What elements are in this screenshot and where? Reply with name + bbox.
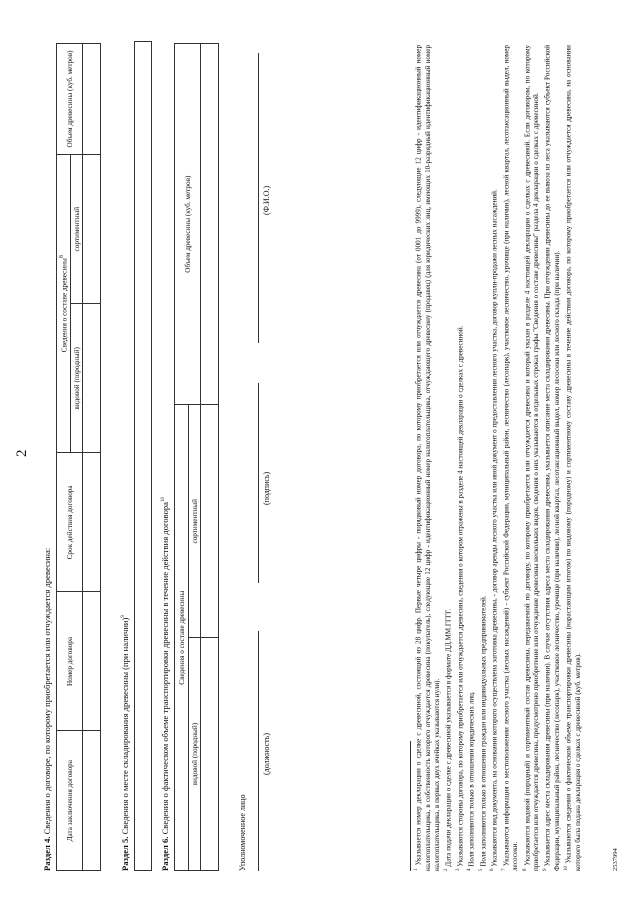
signature-caption: (подпись) [262, 471, 271, 505]
footnote-text: Указываются информация о местоположении лесного участка (лесных насаждений) - субъект Российской Федерации, муниципальный район, лесничество (лесопарк), участковое лесничество, урочище (при наличии), лесной квартал, лесотаксационный выдел, номер лесосеки. [502, 45, 520, 871]
section4-title-rest: Сведения о договоре, по которому приобретается или отчуждается древесина: [42, 547, 52, 835]
footnote-item [412, 45, 442, 871]
footnote-number: 2 [443, 868, 449, 871]
footnote-text: Указываются стороны договора, по которому приобретается или отчуждается древесина, сведения о котором отражены в разделе 4 настоящей декларации о сделках с древесиной. [455, 325, 464, 867]
section6-title-rest: Сведения о фактическом объеме транспортировки древесины в течение действия договора [160, 502, 170, 835]
section6-title: Раздел 6. [160, 836, 170, 871]
section5-title-rest: Сведения о месте складирования древесины (при наличии) [120, 617, 130, 835]
s4-col-date: Дата заключения договора [57, 731, 83, 871]
footnote-text: Указывается номер декларации о сделке с древесиной, состоящий из 28 цифр. Первые четыре цифры - порядковый номер договора, по которому приобретается или отчуждается древесина (от 0001 до 9999), следующие 12 цифр - идентификационный номер налогоплательщика, в собственность которого отчуждается древесина (покупатель), следующие 12 цифр - идентификационный номер налогоплательщика, отчуждающего древесину (продавец) (для юридических лиц, имеющих 10-разрядный идентификационный номер налогоплательщика, в первых двух ячейках указываются нули). [414, 45, 441, 871]
s6-col-species: видовой (породный) [189, 638, 201, 871]
s4-cell-date[interactable] [83, 731, 101, 871]
footnote-text: Указываются вид документа, на основании которого осуществлена заготовка древесины, - договор аренды лесного участка или иной документ о предоставлении лесного участка, договор купли-продажи лесных насаждений. [490, 189, 499, 867]
s6-col-assortment: сортиментный [189, 405, 201, 638]
s4-col-assortment: сортиментный [71, 154, 83, 303]
footnotes [412, 45, 583, 871]
footnote-item [488, 45, 500, 871]
s4-col-composition-text: Сведения о составе древесины [60, 258, 69, 353]
footnote-number: 4 [467, 868, 473, 871]
s4-col-volume: Объем древесины (куб. метров) [57, 44, 83, 155]
section4-title: Раздел 4. [42, 836, 52, 871]
s4-cell-term[interactable] [83, 453, 101, 592]
s4-cell-species[interactable] [83, 304, 101, 453]
s6-cell-species[interactable] [201, 638, 219, 871]
footnote-item [562, 45, 583, 871]
footnote-text: Поля заполняются только в отношении юридических лиц. [467, 691, 476, 867]
document-code: 2537994 [612, 848, 619, 871]
section6-heading [160, 497, 170, 871]
s6-col-composition: Сведения о составе древесины [175, 405, 189, 871]
footnote-number: 9 [543, 868, 549, 871]
s6-cell-volume[interactable] [201, 44, 219, 405]
fio-caption: (Ф.И.О.) [262, 185, 271, 215]
footnote-item [521, 45, 542, 871]
footnote-item [500, 45, 521, 871]
s4-empty-row [83, 44, 101, 871]
section5-title: Раздел 5. [120, 836, 130, 871]
footnote-number: 3 [455, 868, 461, 871]
footnote-text: Поля заполняются только в отношении граждан или индивидуальных предпринимателей. [479, 595, 488, 867]
footnote-text: Дата подачи декларации о сделке с древесиной указывается в формате ДД.ММ.ГГГГ. [444, 608, 453, 867]
footnote-item [465, 45, 477, 871]
footnote-number: 7 [501, 868, 507, 871]
footnote-item [454, 45, 466, 871]
s6-cell-assortment[interactable] [201, 405, 219, 638]
footnote-item [442, 45, 454, 871]
footnote-text: Указываются сведения о фактическом объеме транспортировки древесины (нарастающим итогом) по видовому (породному) и сортиментному составу древесины в течение действия договора, по которому приобретается или отчуждается древесина, на основании которого была подана декларация о сделках с древесиной (куб. метров). [564, 45, 582, 871]
s4-col-composition-sup: 8 [58, 255, 65, 259]
fio-line[interactable] [258, 53, 259, 343]
footnote-number: 10 [564, 866, 570, 871]
footnote-number: 5 [478, 868, 484, 871]
footnote-number: 1 [414, 868, 419, 871]
section6-table [174, 43, 219, 871]
section6-title-sup: 10 [161, 497, 167, 502]
footnote-item [541, 45, 562, 871]
s4-cell-volume[interactable] [83, 44, 101, 155]
footnote-number: 8 [522, 868, 528, 871]
footnote-text: Указывается адрес места складирования древесины (при наличии). В случае отсутствия адреса места складирования древесины, указывается описание места складирования древесины. При отчуждении древесины до ее вывоза из леса указываются субъект Российской Федерации, муниципальный район, лесничество (лесопарк), участковое лесничество, урочище (при наличии), лесной квартал, лесотаксационный выдел, номер лесосеки или лесного склада (при наличии). [543, 45, 561, 871]
s4-col-number: Номер договора [57, 592, 83, 731]
s4-col-species: видовой (породный) [71, 304, 83, 453]
footnote-separator [410, 741, 411, 871]
section5-title-sup: 9 [121, 615, 127, 618]
footnote-item [477, 45, 489, 871]
footnote-number: 6 [490, 868, 496, 871]
page-number: 2 [14, 449, 30, 457]
position-caption: (должность) [262, 733, 271, 775]
section4-table [56, 43, 101, 871]
section5-field[interactable] [134, 41, 152, 871]
position-line[interactable] [258, 631, 259, 871]
s6-col-volume: Объем древесины (куб. метров) [175, 44, 201, 405]
authorized-person-label: Уполномоченное лицо [238, 794, 247, 871]
s4-col-composition [57, 154, 71, 452]
section5-heading [120, 615, 130, 871]
s6-empty-row [201, 44, 219, 871]
section4-heading [42, 548, 52, 871]
s4-cell-assortment[interactable] [83, 154, 101, 303]
s4-col-term: Срок действия договора [57, 453, 83, 592]
signature-line[interactable] [258, 383, 259, 583]
footnote-text: Указываются видовой (породный) и сортиментный состав древесины, передаваемой по договору, по которому приобретается или отчуждается древесина и который указан в разделе 4 настоящей декларации о сделках с древесиной. Если договором, по которому приобретается или отчуждается древесина, предусмотрено приобретение или отчуждение древесины нескольких видов, сведения о них указываются в отдельных строках графы "Сведения о составе древесины" раздела 4 декларации о сделках с древесиной. [522, 45, 541, 871]
s4-cell-number[interactable] [83, 592, 101, 731]
